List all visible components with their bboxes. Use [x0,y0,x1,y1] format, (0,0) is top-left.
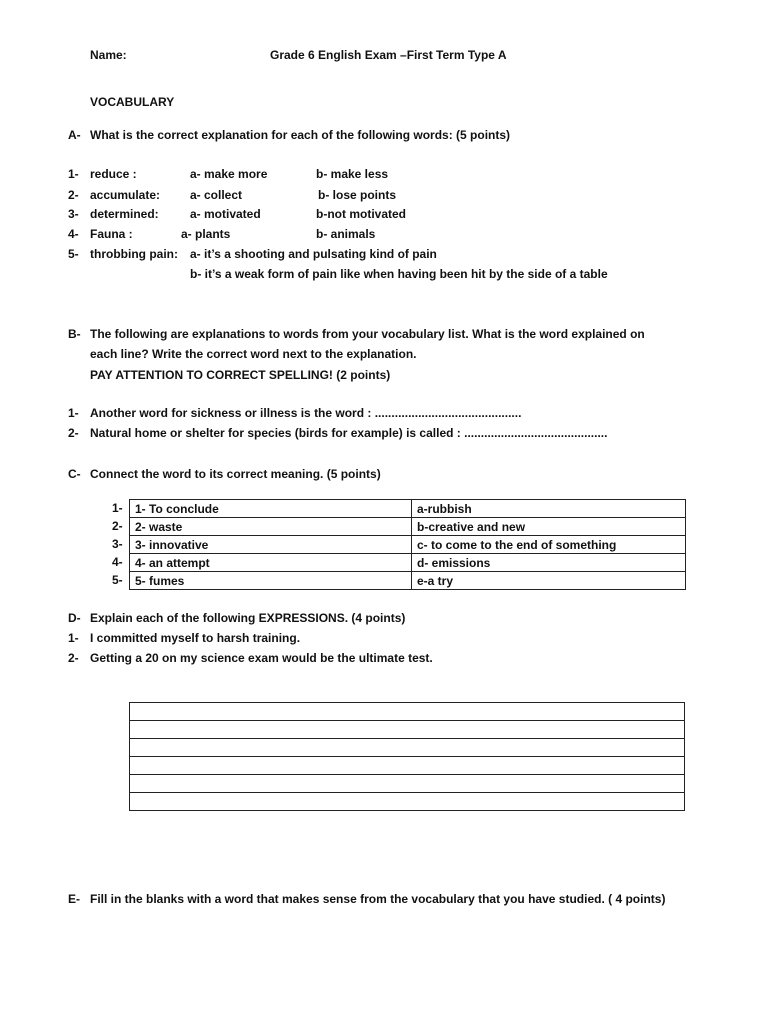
name-label: Name: [90,48,127,62]
vocab-word: reduce : [90,167,137,181]
table-row [130,518,686,536]
option-b: b- make less [316,167,389,181]
section-a-marker: A- [68,128,81,142]
section-c-question: Connect the word to its correct meaning. (5 points) [90,467,381,481]
row-number: 3- [112,537,123,551]
option-b: b- it’s a weak form of pain like when having been hit by the side of a table [190,267,608,281]
item-number: 1- [68,631,79,645]
term-cell: 1- To conclude [130,500,412,518]
answer-line[interactable] [129,792,685,811]
option-b: b- animals [316,227,376,241]
row-number: 2- [112,519,123,533]
item-number: 2- [68,426,79,440]
term-cell: 3- innovative [130,536,412,554]
row-number: 5- [112,573,123,587]
meaning-cell: b-creative and new [412,518,686,536]
meaning-cell: e-a try [412,572,686,590]
item-number: 4- [68,227,79,241]
row-number: 4- [112,555,123,569]
section-b-marker: B- [68,327,81,341]
answer-line[interactable] [129,774,685,792]
section-c-marker: C- [68,467,81,481]
vocab-word: Fauna : [90,227,133,241]
definition-prompt: Another word for sickness or illness is the word : ............................................ [90,406,522,420]
exam-title: Grade 6 English Exam –First Term Type A [270,48,507,62]
vocabulary-heading: VOCABULARY [90,95,175,109]
item-number: 2- [68,651,79,665]
meaning-cell: d- emissions [412,554,686,572]
answer-line[interactable] [129,720,685,738]
expression-text: Getting a 20 on my science exam would be the ultimate test. [90,651,433,665]
answer-lines-box [129,702,685,811]
option-b: b- lose points [318,188,396,202]
section-e-marker: E- [68,892,80,906]
meaning-cell: a-rubbish [412,500,686,518]
meaning-cell: c- to come to the end of something [412,536,686,554]
option-a: a- it’s a shooting and pulsating kind of pain [190,247,437,261]
item-number: 1- [68,406,79,420]
definition-prompt: Natural home or shelter for species (birds for example) is called : ........................................... [90,426,608,440]
section-b-question-line: The following are explanations to words from your vocabulary list. What is the word explained on [90,327,645,341]
vocab-word: throbbing pain: [90,247,178,261]
section-e-question: Fill in the blanks with a word that makes sense from the vocabulary that you have studied. ( 4 points) [90,892,666,906]
item-number: 1- [68,167,79,181]
answer-line[interactable] [129,702,685,720]
item-number: 3- [68,207,79,221]
option-a: a- plants [181,227,231,241]
table-row [130,536,686,554]
option-a: a- make more [190,167,268,181]
term-cell: 4- an attempt [130,554,412,572]
table-row [130,554,686,572]
section-b-instruction: PAY ATTENTION TO CORRECT SPELLING! (2 points) [90,368,391,382]
expression-text: I committed myself to harsh training. [90,631,301,645]
term-cell: 5- fumes [130,572,412,590]
answer-line[interactable] [129,738,685,756]
table-row [130,500,686,518]
section-b-question-line: each line? Write the correct word next to the explanation. [90,347,417,361]
term-cell: 2- waste [130,518,412,536]
table-row [130,572,686,590]
section-d-question: Explain each of the following EXPRESSIONS. (4 points) [90,611,406,625]
option-a: a- motivated [190,207,261,221]
section-d-marker: D- [68,611,81,625]
vocab-word: determined: [90,207,159,221]
option-a: a- collect [190,188,243,202]
row-number: 1- [112,501,123,515]
answer-line[interactable] [129,756,685,774]
vocab-word: accumulate: [90,188,161,202]
item-number: 5- [68,247,79,261]
section-a-question: What is the correct explanation for each of the following words: (5 points) [90,128,511,142]
option-b: b-not motivated [316,207,406,221]
matching-table [129,499,686,590]
item-number: 2- [68,188,79,202]
